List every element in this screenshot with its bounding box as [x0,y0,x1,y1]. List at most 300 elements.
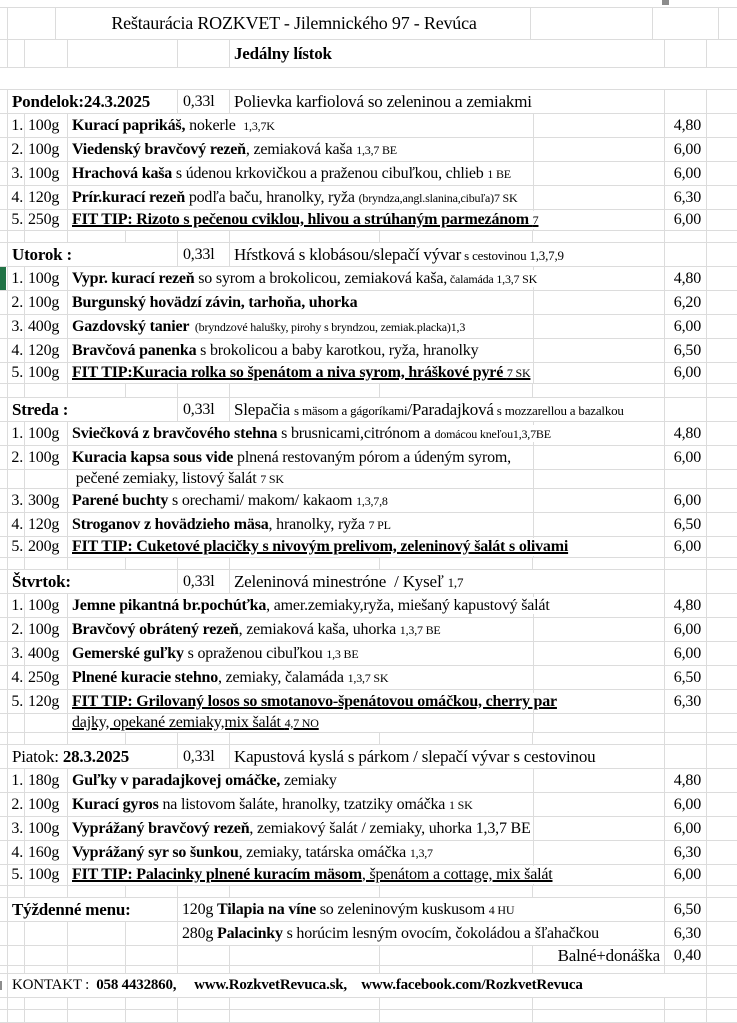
text-run: so syrom a brokolicou, zemiaková kaša, [194,269,448,287]
packaging-delivery-cell [533,946,665,965]
item-description [68,141,399,159]
grid-cell [707,162,737,185]
item-price: 4,80 [673,596,701,614]
grid-cell [126,231,178,242]
item-number-cell [8,114,25,137]
row-marker [0,981,2,990]
grid-cell [707,489,737,512]
grid-cell [707,898,737,921]
item-description-cell [68,642,665,665]
item-number-cell [8,186,25,209]
item-price: 6,00 [673,819,701,837]
item-description-cell [68,446,665,469]
grid-cell [707,398,737,421]
text-run: 7 PL [368,517,391,532]
item-quantity-cell [25,642,68,665]
item-description-cell [68,793,665,816]
day-label [8,747,131,766]
grid-cell [531,8,653,39]
text-run: Vypr. kurací rezeň [72,269,195,287]
soup-description [230,92,534,111]
grid-cell [719,8,737,39]
grid-cell [380,946,533,965]
item-description [68,270,539,288]
text-run: Piatok: [12,746,63,766]
grid-cell [25,733,68,744]
item-price: 6,00 [673,795,701,813]
grid-cell [533,231,665,242]
item-number-cell [8,470,25,488]
text-run: 1,3,7 BE [356,142,397,157]
grid-divider [533,470,534,488]
item-number-cell [8,315,25,338]
item-quantity-cell [25,138,68,161]
grid-cell [230,998,380,1009]
item-quantity-cell [25,186,68,209]
soup-volume: 0,33l [178,748,216,766]
grid-cell [126,384,178,397]
grid-cell [707,966,737,973]
item-description-cell [68,618,665,641]
grid-cell [707,666,737,689]
item-quantity: 120g [25,342,61,360]
grid-cell [0,642,8,665]
grid-cell [8,998,25,1009]
grid-cell [380,558,533,569]
grid-cell [178,231,230,242]
grid-cell [707,384,737,397]
text-run: Kurací paprikáš, [72,116,186,134]
soup-cell [230,745,665,768]
grid-cell [707,243,737,266]
text-run: 1,3,7 SK [347,670,389,685]
grid-cell [178,946,230,965]
text-run: FIT TIP: Grilovaný losos so smotanovo-špenátovou omáčkou, cherry par [72,692,557,710]
text-run: Pondelok:24.3.2025 [12,91,151,111]
text-run [347,977,361,993]
text-run: s cestovinou 1,3,7,9 [461,247,564,263]
grid-divider [533,162,534,185]
grid-cell [25,558,68,569]
text-run: s mozzarellou a bazalkou [493,402,624,418]
item-quantity-cell [25,339,68,362]
soup-volume-cell [178,570,230,593]
item-price: 6,00 [673,211,701,229]
text-run: Prír.kurací rezeň [72,188,186,206]
text-run: Hŕstková s klobásou/slepačí vývar [234,244,462,264]
text-run: 280g [182,924,218,942]
item-description [68,294,359,312]
grid-cell [707,769,737,792]
grid-divider [533,642,534,665]
grid-cell [707,231,737,242]
menu-item-row [0,841,737,865]
text-run: s orechami/ makom/ kakaom [168,491,357,509]
soup-volume: 0,33l [178,573,216,591]
item-price: 6,00 [673,644,701,662]
item-number: 5. [11,211,23,229]
grid-cell [707,363,737,383]
item-quantity: 200g [25,538,61,556]
grid-cell [230,966,380,973]
grid-cell [126,558,178,569]
grid-cell [533,998,665,1009]
text-run: 058 4432860, [96,977,177,994]
column-marker [662,0,669,5]
grid-cell [533,733,665,744]
grid-cell [0,315,8,338]
day-label [8,245,74,264]
item-price: 6,00 [673,538,701,556]
text-run: 1,3,7 BE [399,622,441,637]
item-number: 2. [11,140,23,158]
text-run: so zeleninovým kuskusom [315,900,489,918]
text-run: Týždenné menu: [12,899,131,919]
text-run: Gemerské guľky [72,644,184,662]
item-quantity: 100g [25,364,61,382]
grid-cell [707,690,737,713]
soup-description [230,245,566,264]
item-quantity: 100g [25,270,61,288]
spacer-row [0,68,737,90]
item-price: 6,30 [673,188,701,206]
item-price: 4,80 [673,424,701,442]
day-label [8,572,73,591]
grid-cell [230,946,380,965]
grid-cell [0,339,8,362]
grid-cell [178,558,230,569]
text-run: , hranolky, ryža [268,515,369,533]
grid-cell [0,231,8,242]
item-quantity-cell [25,714,68,732]
grid-cell [68,946,126,965]
item-quantity-cell [25,865,68,885]
item-quantity-cell [25,513,68,536]
grid-cell [533,384,665,397]
grid-cell [8,1010,25,1022]
item-quantity-cell [25,690,68,713]
grid-cell [25,946,68,965]
text-run: Kapustová kyslá s párkom / slepačí vývar s cestovinou [234,746,596,766]
grid-cell [707,558,737,569]
item-description-cell [68,537,665,557]
text-run: Sviečková z bravčového stehna [72,424,278,442]
spacer-row [0,886,737,898]
item-description-cell [68,162,665,185]
item-number: 3. [11,819,23,837]
grid-cell [126,998,178,1009]
price-cell [665,898,707,921]
text-run: Zeleninová minestróne / Kyseľ [234,571,448,591]
selection-marker-green [0,267,6,290]
menu-item-row [0,267,737,291]
grid-cell [126,886,178,897]
grid-cell [707,733,737,744]
item-number-cell [8,339,25,362]
item-number-cell [8,769,25,792]
grid-cell [178,966,230,973]
menu-item-row [0,363,737,384]
item-quantity: 250g [25,211,61,229]
grid-cell [25,886,68,897]
menu-item-row [0,666,737,690]
menu-item-row [0,446,737,470]
text-run: 1,3,7K [243,118,275,133]
item-description-cell [68,315,665,338]
grid-cell [25,231,68,242]
item-description [68,714,321,732]
text-run: Bravčový obrátený rezeň [72,620,239,638]
item-quantity-cell [25,210,68,230]
grid-cell [0,714,8,732]
grid-cell [0,1010,8,1022]
weekly-item-price: 6,50 [673,900,701,918]
item-price: 6,30 [673,843,701,861]
soup-volume-cell [178,398,230,421]
grid-cell [707,470,737,488]
item-description [68,621,443,639]
grid-cell [8,558,25,569]
grid-cell [25,384,68,397]
grid-cell [0,489,8,512]
grid-divider [533,666,534,689]
grid-cell [8,8,56,39]
packaging-delivery-price: 0,40 [673,946,701,964]
item-description [68,211,540,229]
text-run: s údenou krkovičkou a praženou cibuľkou, chlieb [172,164,488,182]
item-number: 1. [11,771,23,789]
price-cell [665,745,707,768]
grid-divider [533,339,534,362]
text-run: s opraženou cibuľkou [183,644,327,662]
item-price-cell [665,267,707,290]
grid-divider [533,489,534,512]
soup-cell [230,570,665,593]
text-run: na listovom šaláte, hranolky, tzatziky omáčka [158,795,449,813]
item-quantity: 300g [25,492,61,510]
item-price: 6,00 [673,448,701,466]
item-price-cell [665,642,707,665]
text-run: (bryndza,angl.slanina,cibuľa)7 SK [358,190,518,205]
item-description-cell [68,291,665,314]
bottom-row [0,1010,737,1023]
text-run: 4,7 NO [284,716,319,731]
item-description [68,669,390,687]
menu-item-row [0,138,737,162]
grid-cell [8,922,25,945]
item-number-cell [8,489,25,512]
item-price-cell [665,714,707,732]
menu-item-row [0,315,737,339]
menu-item-row [0,210,737,231]
grid-cell [665,384,707,397]
item-quantity: 120g [25,693,61,711]
item-price-cell [665,690,707,713]
grid-divider [533,186,534,209]
grid-cell [707,865,737,885]
text-run: Štvrtok: [12,571,71,591]
text-run: plnená restovaným pórom a údeným syrom, [233,448,511,466]
grid-cell [707,90,737,113]
grid-cell [380,733,533,744]
item-quantity: 180g [25,772,61,790]
grid-cell [0,690,8,713]
grid-cell [8,384,25,397]
grid-cell [707,339,737,362]
weekly-desc-cell [178,898,665,921]
grid-cell [665,733,707,744]
grid-cell [0,998,8,1009]
grid-cell [533,966,665,973]
item-price-cell [665,666,707,689]
item-number: 5. [11,364,23,382]
item-quantity-cell [25,793,68,816]
text-run: dajky, opekané zemiaky,mix šalát [72,714,285,732]
item-quantity: 160g [25,844,61,862]
grid-cell [665,40,707,67]
grid-cell [178,40,230,67]
grid-cell [380,886,533,897]
grid-cell [533,1010,665,1022]
grid-cell [707,114,737,137]
item-number-cell [8,446,25,469]
item-quantity-cell [25,114,68,137]
item-quantity: 400g [25,318,61,336]
grid-cell [230,558,380,569]
soup-cell [230,398,665,421]
grid-divider [533,513,534,536]
menu-item-row [0,618,737,642]
item-quantity: 100g [25,294,61,312]
text-run: 1 SK [449,797,473,812]
grid-cell [707,974,737,997]
item-number-cell [8,537,25,557]
text-run: 1,3,7,8 [356,493,388,508]
text-run: Jemne pikantná br.pochúťka [72,596,267,614]
item-description [68,189,520,207]
item-number: 3. [11,164,23,182]
text-run: , amer.zemiaky,ryža, miešaný kapustový šalát [266,596,550,614]
menu-heading-cell [230,40,665,67]
grid-cell [0,114,8,137]
item-description-cell [68,594,665,617]
day-header-row [0,745,737,769]
text-run: 7 [532,213,539,228]
item-price: 6,00 [673,491,701,509]
grid-cell [380,231,533,242]
grid-cell [126,966,178,973]
grid-cell [380,1010,533,1022]
grid-cell [0,513,8,536]
text-run: Tilapia na víne [217,900,316,918]
item-number-cell [8,422,25,445]
soup-cell [230,90,665,113]
text-run: 1,3 BE [326,646,359,661]
menu-item-row [0,690,737,714]
item-description [68,844,435,862]
text-run: Utorok : [12,244,72,264]
grid-cell [0,745,8,768]
spacer-row [0,966,737,974]
item-quantity: 100g [25,866,61,884]
item-price: 6,00 [673,866,701,884]
item-number: 4. [11,341,23,359]
item-number-cell [8,793,25,816]
item-quantity-cell [25,422,68,445]
item-description [68,117,277,135]
price-cell [665,90,707,113]
grid-cell [126,922,178,945]
item-description-cell [68,339,665,362]
contact-row [0,974,737,998]
item-description [68,318,467,336]
item-description [68,538,570,556]
item-price: 6,50 [673,341,701,359]
text-run: FIT TIP: Cuketové placičky s nivovým prelivom, zeleninový šalát s olivami [72,538,569,556]
item-price-cell [665,315,707,338]
soup-volume-cell [178,745,230,768]
grid-cell [665,998,707,1009]
item-price-cell [665,618,707,641]
menu-item-row [0,489,737,513]
item-quantity-cell [25,315,68,338]
text-run: /Paradajková [407,399,494,419]
soup-volume-cell [178,243,230,266]
grid-cell [0,558,8,569]
item-number-cell [8,714,25,732]
grid-cell [0,769,8,792]
text-run: 28.3.2025 [62,746,130,766]
grid-cell [0,537,8,557]
menu-item-row [0,594,737,618]
text-run: Bravčová panenka [72,341,197,359]
text-run: Gazdovský tanier [72,317,190,335]
soup-description [230,572,465,591]
weekly-item-price: 6,30 [673,924,701,942]
item-description [68,470,286,488]
grid-cell [230,231,380,242]
grid-cell [0,398,8,421]
item-price-cell [665,210,707,230]
grid-cell [707,886,737,897]
item-price-cell [665,138,707,161]
item-number-cell [8,817,25,840]
item-price-cell [665,446,707,469]
grid-cell [0,243,8,266]
grid-cell [0,186,8,209]
grid-cell [230,733,380,744]
spacer-row [0,998,737,1010]
menu-item-row [0,162,737,186]
title-row [0,8,737,40]
grid-divider [533,363,534,383]
text-run: www.facebook.com/RozkvetRevuca [361,977,583,994]
menu-item-row [0,793,737,817]
grid-cell [665,1010,707,1022]
item-price-cell [665,537,707,557]
spacer-row [0,733,737,745]
grid-cell [0,40,8,67]
menu-item-row [0,422,737,446]
text-run: Viedenský bravčový rezeň [72,140,246,158]
grid-cell [0,594,8,617]
item-quantity: 100g [25,621,61,639]
menu-item-row [0,769,737,793]
item-price: 4,80 [673,771,701,789]
day-label [8,400,70,419]
grid-cell [68,1010,126,1022]
grid-cell [707,714,737,732]
